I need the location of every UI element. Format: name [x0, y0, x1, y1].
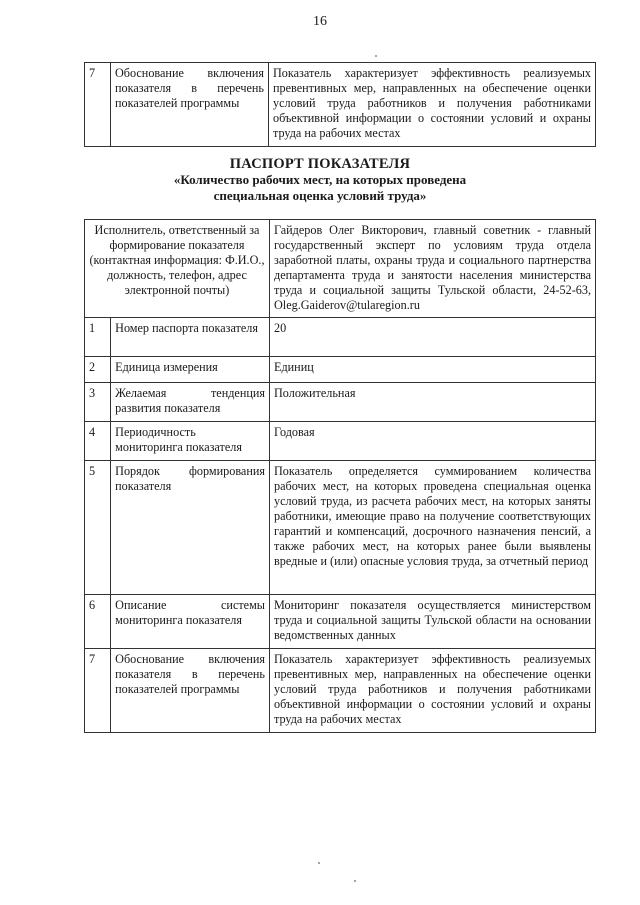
row-label: Номер паспорта показателя [111, 318, 270, 357]
row-label: Описание системы мониторинга показателя [111, 595, 270, 649]
row-number: 7 [85, 649, 111, 733]
executor-value: Гайдеров Олег Викторович, главный советник - главный государственный эксперт по условиям труда отдела заработной платы, охраны труда и социального партнерства департамента труда и занятости населения министерства труда и социальной защиты Тульской области, 24-52-63, Oleg.Gaiderov@tularegion.ru [270, 220, 596, 318]
table-row [85, 63, 596, 147]
scan-speck [375, 55, 377, 57]
row-number: 2 [85, 357, 111, 383]
passport-subtitle-line1: «Количество рабочих мест, на которых проведена [173, 172, 467, 187]
page-number: 16 [313, 14, 327, 29]
executor-row [85, 220, 596, 318]
table-row [85, 649, 596, 733]
passport-subtitle-line2: специальная оценка условий труда» [213, 188, 427, 203]
row-label: Обоснование включения показателя в перечень показателей программы [111, 649, 270, 733]
passport-table [84, 219, 596, 733]
row-value: 20 [270, 318, 596, 357]
row-number: 4 [85, 422, 111, 461]
row-number: 5 [85, 461, 111, 595]
table-row [85, 461, 596, 595]
table-row [85, 422, 596, 461]
row-number: 1 [85, 318, 111, 357]
passport-header [0, 156, 640, 204]
row-label: Периодичность мониторинга показателя [111, 422, 270, 461]
row-number: 6 [85, 595, 111, 649]
scan-speck [318, 862, 320, 864]
row-label: Желаемая тенденция развития показателя [111, 383, 270, 422]
row-label: Порядок формирования показателя [111, 461, 270, 595]
row-value: Показатель определяется суммированием количества рабочих мест, на которых проведена специальная оценка условий труда, из расчета рабочих мест, на которых заняты работники, имеющие право на получение соответствующих гарантий и компенсаций, досрочного назначения пенсий, а также рабочих мест, на которых ранее были выявлены вредные и (или) опасные условия труда, за отчетный период [270, 461, 596, 595]
row-label: Единица измерения [111, 357, 270, 383]
table-row [85, 383, 596, 422]
row-value: Положительная [270, 383, 596, 422]
row-value: Единиц [270, 357, 596, 383]
table-row [85, 318, 596, 357]
row-value: Мониторинг показателя осуществляется министерством труда и социальной защиты Тульской области на основании ведомственных данных [270, 595, 596, 649]
executor-label: Исполнитель, ответственный за формирование показателя (контактная информация: Ф.И.О., должность, телефон, адрес электронной почты) [85, 220, 270, 318]
table-row [85, 357, 596, 383]
table-row [85, 595, 596, 649]
scan-speck [354, 880, 356, 882]
row-value: Годовая [270, 422, 596, 461]
row-label: Обоснование включения показателя в перечень показателей программы [111, 63, 269, 147]
continued-table [84, 62, 596, 147]
row-number: 7 [85, 63, 111, 147]
row-value: Показатель характеризует эффективность реализуемых превентивных мер, направленных на обеспечение оценки условий труда работников и получения работниками объективной информации о состоянии условий и охраны труда на рабочих местах [269, 63, 596, 147]
row-number: 3 [85, 383, 111, 422]
passport-title: ПАСПОРТ ПОКАЗАТЕЛЯ [229, 156, 411, 172]
row-value: Показатель характеризует эффективность реализуемых превентивных мер, направленных на обеспечение оценки условий труда работников и получения работниками объективной информации о состоянии условий и охраны труда на рабочих местах [270, 649, 596, 733]
